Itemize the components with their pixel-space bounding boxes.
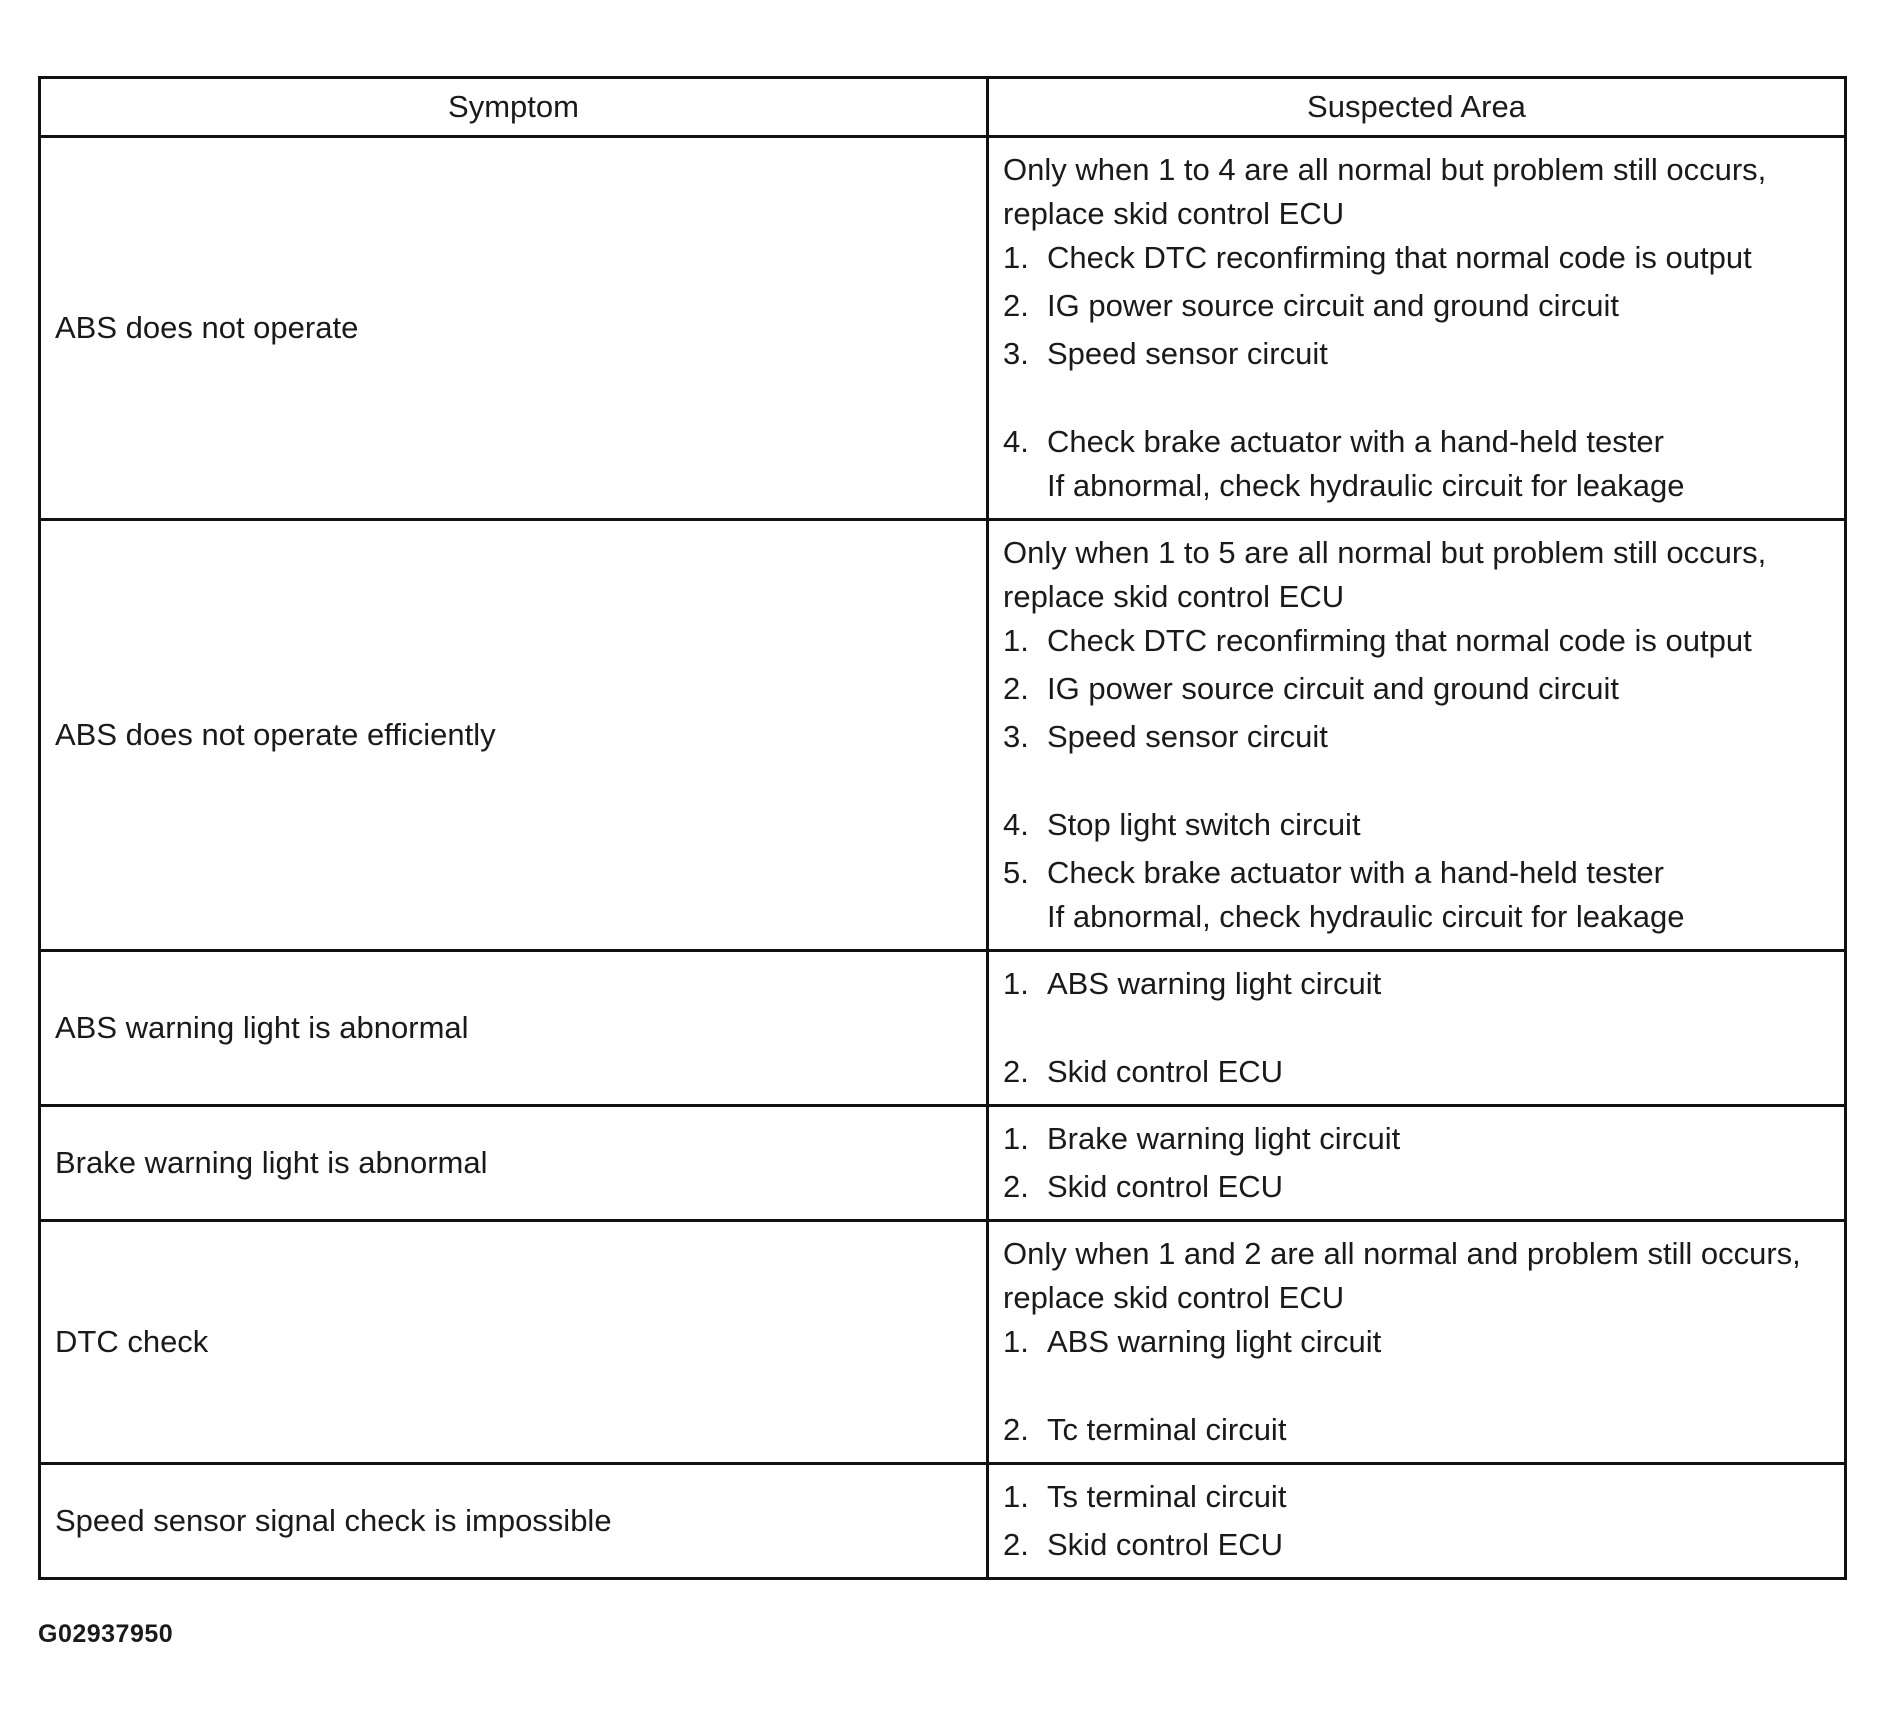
symptom-cell: ABS warning light is abnormal bbox=[40, 951, 988, 1106]
step-number: 1. bbox=[1003, 1479, 1029, 1514]
figure-id: G02937950 bbox=[38, 1620, 174, 1648]
table-row bbox=[40, 951, 1846, 1106]
list-item bbox=[1003, 332, 1830, 376]
list-item bbox=[1003, 619, 1830, 663]
step-number: 1. bbox=[1003, 966, 1029, 1001]
step-text: Check brake actuator with a hand-held tester bbox=[1047, 424, 1664, 459]
step-number: 2. bbox=[1003, 288, 1029, 323]
step-text: Speed sensor circuit bbox=[1047, 336, 1328, 371]
list-item bbox=[1003, 1320, 1830, 1364]
header-symptom: Symptom bbox=[40, 78, 988, 137]
step-number: 2. bbox=[1003, 671, 1029, 706]
table-row bbox=[40, 1106, 1846, 1221]
step-number: 2. bbox=[1003, 1054, 1029, 1089]
list-item bbox=[1003, 420, 1830, 508]
step-number: 3. bbox=[1003, 336, 1029, 371]
step-list bbox=[1003, 1320, 1830, 1452]
step-text: Ts terminal circuit bbox=[1047, 1479, 1287, 1514]
step-number: 1. bbox=[1003, 1121, 1029, 1156]
step-text: Skid control ECU bbox=[1047, 1169, 1284, 1204]
problem-symptoms-table bbox=[38, 76, 1847, 1580]
step-list bbox=[1003, 619, 1830, 939]
area-lead-text: Only when 1 and 2 are all normal and problem still occurs, replace skid control ECU bbox=[1003, 1236, 1801, 1315]
list-item bbox=[1003, 1050, 1830, 1094]
list-item bbox=[1003, 1165, 1830, 1209]
list-item bbox=[1003, 1408, 1830, 1452]
document bbox=[38, 76, 1844, 1580]
suspected-area-cell bbox=[988, 1221, 1846, 1464]
table-row bbox=[40, 520, 1846, 951]
step-text: Brake warning light circuit bbox=[1047, 1121, 1401, 1156]
step-subtext: If abnormal, check hydraulic circuit for leakage bbox=[1047, 468, 1685, 503]
step-text: Tc terminal circuit bbox=[1047, 1412, 1287, 1447]
area-lead-text: Only when 1 to 4 are all normal but problem still occurs, replace skid control ECU bbox=[1003, 152, 1767, 231]
suspected-area-cell bbox=[988, 520, 1846, 951]
table-row bbox=[40, 1221, 1846, 1464]
suspected-area-cell bbox=[988, 1106, 1846, 1221]
step-number: 2. bbox=[1003, 1527, 1029, 1562]
list-item bbox=[1003, 1523, 1830, 1567]
step-number: 5. bbox=[1003, 855, 1029, 890]
suspected-area-cell bbox=[988, 1464, 1846, 1579]
header-suspected-area: Suspected Area bbox=[988, 78, 1846, 137]
step-text: Check DTC reconfirming that normal code is output bbox=[1047, 240, 1752, 275]
list-item bbox=[1003, 851, 1830, 939]
list-item bbox=[1003, 715, 1830, 759]
step-text: IG power source circuit and ground circuit bbox=[1047, 671, 1620, 706]
step-text: Check DTC reconfirming that normal code is output bbox=[1047, 623, 1752, 658]
list-item bbox=[1003, 1475, 1830, 1519]
step-text: Skid control ECU bbox=[1047, 1054, 1284, 1089]
step-number: 2. bbox=[1003, 1412, 1029, 1447]
step-number: 4. bbox=[1003, 807, 1029, 842]
step-number: 3. bbox=[1003, 719, 1029, 754]
table-row bbox=[40, 1464, 1846, 1579]
list-item bbox=[1003, 236, 1830, 280]
list-item bbox=[1003, 962, 1830, 1006]
list-item bbox=[1003, 284, 1830, 328]
area-lead-text: Only when 1 to 5 are all normal but problem still occurs, replace skid control ECU bbox=[1003, 535, 1767, 614]
list-item bbox=[1003, 667, 1830, 711]
suspected-area-cell bbox=[988, 951, 1846, 1106]
list-item bbox=[1003, 803, 1830, 847]
step-number: 1. bbox=[1003, 1324, 1029, 1359]
symptom-cell: ABS does not operate efficiently bbox=[40, 520, 988, 951]
table-header-row bbox=[40, 78, 1846, 137]
step-text: Skid control ECU bbox=[1047, 1527, 1284, 1562]
step-text: IG power source circuit and ground circuit bbox=[1047, 288, 1620, 323]
step-list bbox=[1003, 1475, 1830, 1567]
step-list bbox=[1003, 962, 1830, 1094]
symptom-cell: Brake warning light is abnormal bbox=[40, 1106, 988, 1221]
list-item bbox=[1003, 1117, 1830, 1161]
step-list bbox=[1003, 236, 1830, 508]
symptom-cell: ABS does not operate bbox=[40, 137, 988, 520]
step-number: 2. bbox=[1003, 1169, 1029, 1204]
step-text: Check brake actuator with a hand-held tester bbox=[1047, 855, 1664, 890]
step-text: ABS warning light circuit bbox=[1047, 1324, 1382, 1359]
symptom-cell: Speed sensor signal check is impossible bbox=[40, 1464, 988, 1579]
step-text: ABS warning light circuit bbox=[1047, 966, 1382, 1001]
table-row bbox=[40, 137, 1846, 520]
step-subtext: If abnormal, check hydraulic circuit for leakage bbox=[1047, 899, 1685, 934]
symptom-cell: DTC check bbox=[40, 1221, 988, 1464]
step-list bbox=[1003, 1117, 1830, 1209]
step-number: 1. bbox=[1003, 240, 1029, 275]
step-text: Speed sensor circuit bbox=[1047, 719, 1328, 754]
step-text: Stop light switch circuit bbox=[1047, 807, 1361, 842]
suspected-area-cell bbox=[988, 137, 1846, 520]
step-number: 4. bbox=[1003, 424, 1029, 459]
step-number: 1. bbox=[1003, 623, 1029, 658]
